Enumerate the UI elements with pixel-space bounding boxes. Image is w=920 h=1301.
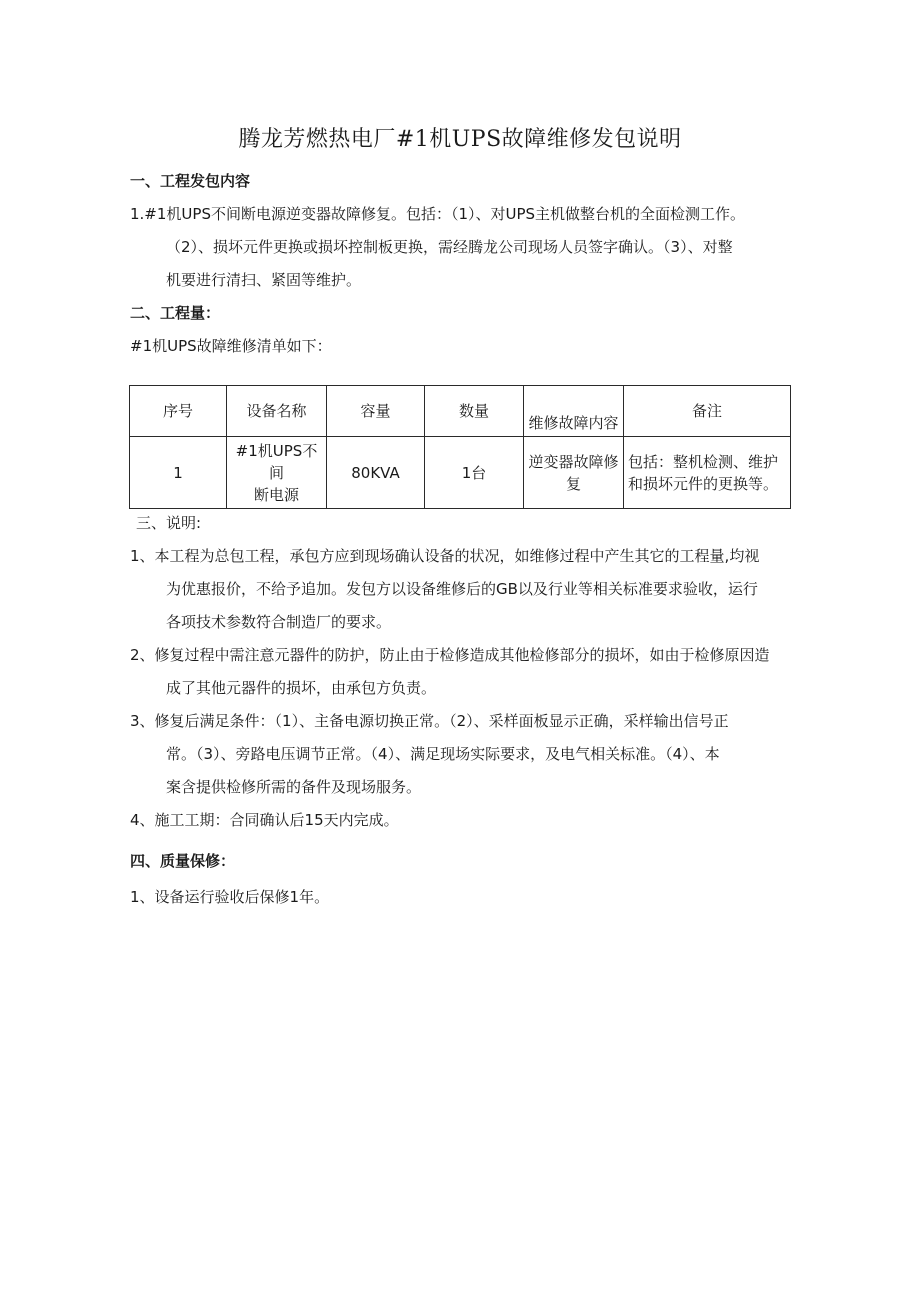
note-1-line-1: 1、本工程为总包工程，承包方应到现场确认设备的状况，如维修过程中产生其它的工程量,均视 [130, 547, 760, 565]
header-quantity: 数量 [425, 386, 524, 437]
note-3-line-3: 案含提供检修所需的备件及现场服务。 [166, 778, 422, 796]
header-fault-content: 维修故障内容 [524, 386, 624, 437]
cell-fault-content [524, 437, 624, 509]
cell-index: 1 [130, 437, 227, 509]
note-2-line-1: 2、修复过程中需注意元器件的防护，防止由于检修造成其他检修部分的损坏，如由于检修原因造 [130, 646, 770, 664]
note-4-line-1: 4、施工工期：合同确认后15天内完成。 [130, 811, 399, 829]
section-2-intro: #1机UPS故障维修清单如下： [130, 337, 332, 355]
header-index: 序号 [130, 386, 227, 437]
section-1-line-3: 机要进行清扫、紧固等维护。 [166, 271, 362, 289]
cell-capacity: 80KVA [327, 437, 425, 509]
cell-device-name [227, 437, 327, 509]
repair-list-table [129, 385, 791, 509]
note-3-line-1: 3、修复后满足条件：（1）、主备电源切换正常。（2）、采样面板显示正确，采样输出信号正 [130, 712, 729, 730]
cell-quantity: 1台 [425, 437, 524, 509]
header-capacity: 容量 [327, 386, 425, 437]
cell-fault-line-1: 逆变器故障修 [528, 452, 619, 471]
section-4-heading: 四、质量保修： [130, 852, 236, 870]
cell-device-name-line-1: #1机UPS不间 [235, 441, 318, 482]
table-row [130, 437, 791, 509]
table-header-row [130, 386, 791, 437]
document-title: 腾龙芳燃热电厂#1机UPS故障维修发包说明 [238, 127, 682, 152]
note-1-line-3: 各项技术参数符合制造厂的要求。 [166, 613, 392, 631]
cell-device-name-line-2: 断电源 [253, 485, 299, 504]
cell-remarks-line-1: 包括：整机检测、维护 [628, 452, 779, 471]
cell-remarks-line-2: 和损坏元件的更换等。 [628, 474, 779, 493]
cell-remarks [624, 437, 791, 509]
section-1-heading: 一、工程发包内容 [130, 172, 251, 190]
header-remarks: 备注 [624, 386, 791, 437]
section-3-heading: 三、说明: [136, 514, 202, 532]
section-1-line-1: 1.#1机UPS不间断电源逆变器故障修复。包括：（1）、对UPS主机做整台机的全面检测工作。 [130, 205, 746, 223]
section-2-heading: 二、工程量： [130, 304, 221, 322]
note-1-line-2: 为优惠报价，不给予追加。发包方以设备维修后的GB以及行业等相关标准要求验收，运行 [166, 580, 758, 598]
section-1-line-2: （2）、损坏元件更换或损坏控制板更换，需经腾龙公司现场人员签字确认。（3）、对整 [166, 238, 733, 256]
cell-fault-line-2: 复 [565, 474, 581, 493]
section-4-line: 1、设备运行验收后保修1年。 [130, 888, 330, 906]
header-device-name: 设备名称 [227, 386, 327, 437]
note-3-line-2: 常。（3）、旁路电压调节正常。（4）、满足现场实际要求，及电气相关标准。（4）、本 [166, 745, 720, 763]
note-2-line-2: 成了其他元器件的损坏，由承包方负责。 [166, 679, 437, 697]
